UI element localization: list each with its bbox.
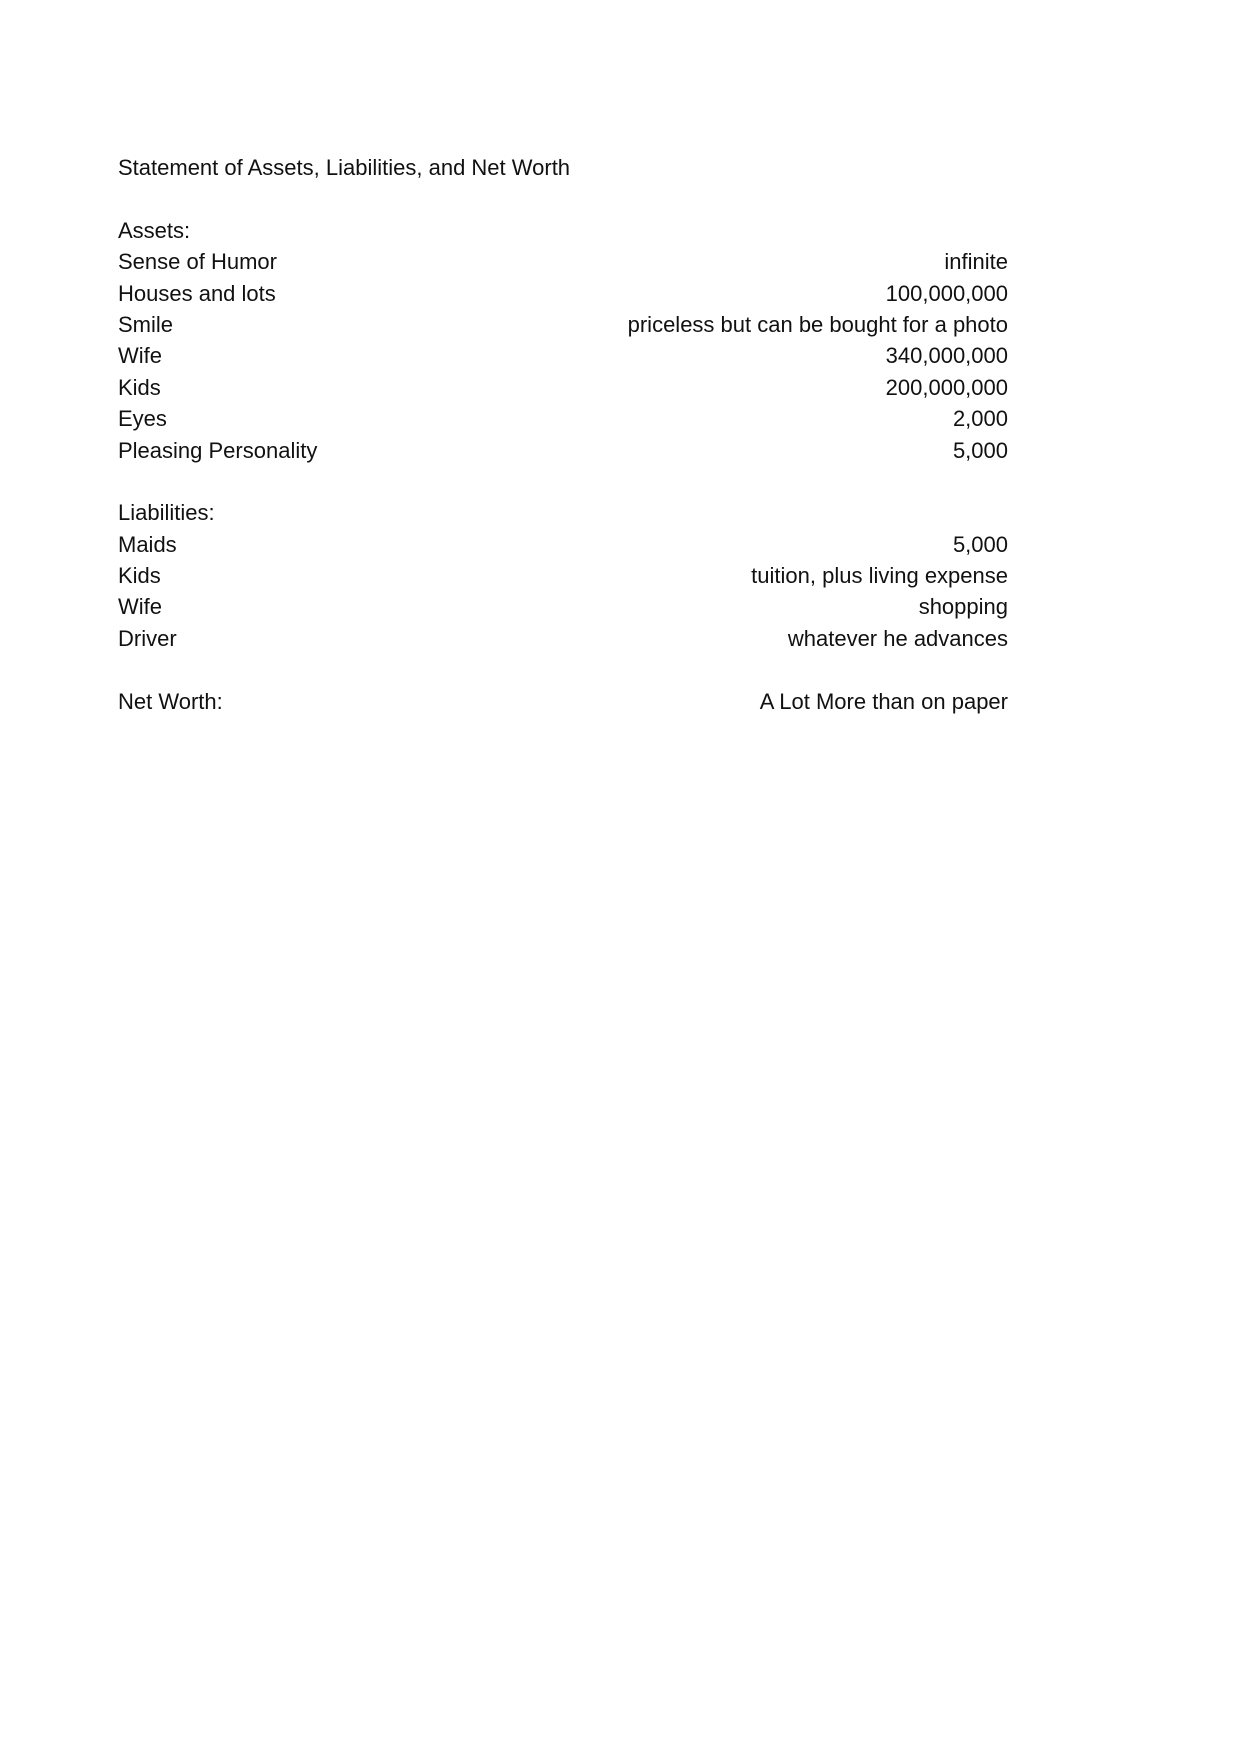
net-worth-value: A Lot More than on paper (759, 688, 1008, 714)
asset-value: 200,000,000 (885, 374, 1008, 400)
asset-label: Eyes (118, 406, 167, 432)
liability-value: whatever he advances (787, 625, 1008, 651)
asset-value: 2,000 (952, 406, 1008, 432)
liability-label: Driver (118, 625, 177, 651)
asset-label: Wife (118, 343, 162, 369)
asset-label: Kids (118, 374, 161, 400)
liability-value: 5,000 (952, 531, 1008, 557)
asset-row (118, 403, 1008, 434)
net-worth-row (118, 686, 1008, 717)
liabilities-list (118, 529, 1008, 655)
liability-value: shopping (918, 594, 1008, 620)
liability-label: Kids (118, 563, 161, 589)
asset-value: infinite (944, 249, 1008, 275)
blank-line (118, 654, 1008, 685)
asset-value: 100,000,000 (885, 280, 1008, 306)
blank-line (118, 466, 1008, 497)
statement-page (118, 152, 1008, 717)
asset-row (118, 246, 1008, 277)
asset-value: 340,000,000 (885, 343, 1008, 369)
asset-row (118, 309, 1008, 340)
asset-label: Smile (118, 311, 174, 337)
liability-label: Maids (118, 531, 177, 557)
asset-value: priceless but can be bought for a photo (627, 311, 1008, 337)
document-title: Statement of Assets, Liabilities, and Net Worth (118, 155, 571, 180)
liability-row (118, 591, 1008, 622)
asset-row (118, 278, 1008, 309)
asset-value: 5,000 (952, 437, 1008, 463)
asset-row (118, 435, 1008, 466)
asset-row (118, 340, 1008, 371)
asset-label: Pleasing Personality (118, 437, 318, 463)
asset-label: Sense of Humor (118, 249, 277, 275)
liability-label: Wife (118, 594, 162, 620)
liability-row (118, 623, 1008, 654)
liability-value: tuition, plus living expense (751, 563, 1008, 589)
blank-line (118, 183, 1008, 214)
assets-heading: Assets: (118, 217, 191, 243)
asset-label: Houses and lots (118, 280, 276, 306)
assets-list (118, 246, 1008, 466)
liability-row (118, 529, 1008, 560)
liability-row (118, 560, 1008, 591)
net-worth-label: Net Worth: (118, 688, 223, 714)
liabilities-heading: Liabilities: (118, 500, 215, 526)
asset-row (118, 372, 1008, 403)
